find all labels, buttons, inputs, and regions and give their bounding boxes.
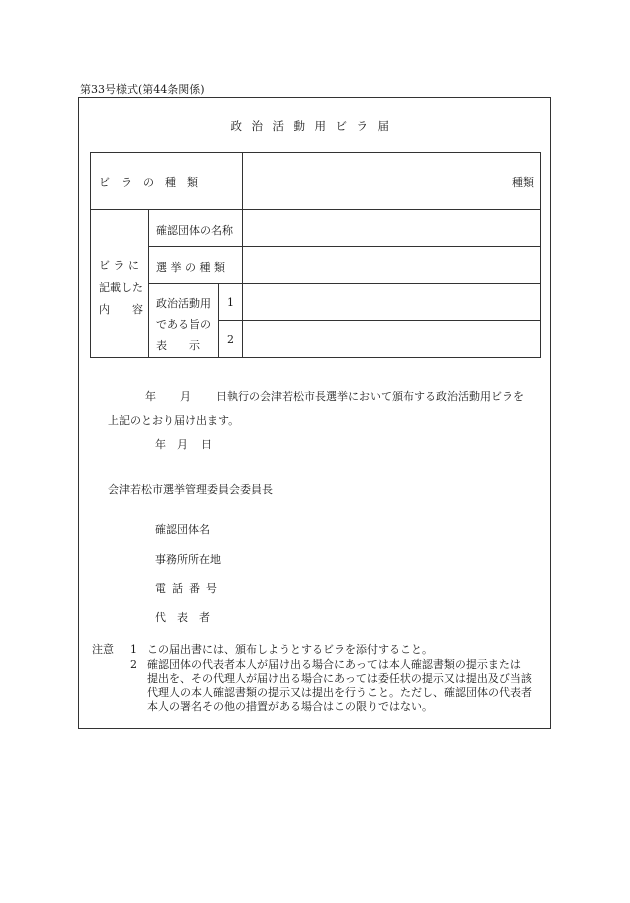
- note-1-text: この届出書には、頒布しようとするビラを添付すること。: [147, 643, 433, 656]
- applicant-representative-label: 代 表 者: [155, 611, 210, 624]
- notes-heading: 注意: [92, 643, 114, 656]
- addressee: 会津若松市選挙管理委員会委員長: [108, 483, 273, 496]
- date-day: 日: [201, 438, 212, 451]
- date-month: 月: [177, 438, 188, 451]
- note-2-line1: 確認団体の代表者本人が届け出る場合にあっては本人確認書類の提示または: [147, 658, 521, 671]
- note-1-number: 1: [130, 643, 137, 656]
- display-label-line2: である旨の: [156, 318, 211, 331]
- column-divider: [218, 283, 219, 357]
- org-name-label: 確認団体の名称: [156, 224, 233, 237]
- column-divider: [242, 209, 243, 357]
- flyer-table: [90, 152, 541, 358]
- note-2-line4: 本人の署名その他の措置がある場合はこの限りではない。: [147, 700, 433, 713]
- display-number-2: 2: [227, 333, 234, 346]
- statement-line2: 上記のとおり届け出ます。: [108, 414, 240, 427]
- display-number-1: 1: [227, 296, 234, 309]
- row-divider: [148, 246, 540, 247]
- form-title: 政治活動用ビラ届: [230, 119, 399, 133]
- row-divider: [91, 209, 540, 210]
- content-label-line3: 内 容: [99, 303, 143, 316]
- column-divider: [242, 153, 243, 209]
- row-divider: [148, 283, 540, 284]
- note-2-line2: 提出を、その代理人が届け出る場合にあっては委任状の提示又は提出及び当該: [147, 672, 532, 685]
- row-divider: [218, 320, 540, 321]
- content-label-line1: ビ ラ に: [99, 259, 139, 272]
- column-divider: [148, 209, 149, 357]
- statement-line1: 日執行の会津若松市長選挙において頒布する政治活動用ビラを: [216, 390, 524, 403]
- display-label-line1: 政治活動用: [156, 297, 211, 310]
- date-year: 年: [155, 438, 166, 451]
- election-kind-label: 選 挙 の 種 類: [156, 261, 225, 274]
- content-label-line2: 記載した: [99, 281, 143, 294]
- flyer-kind-value: 種類: [512, 176, 534, 189]
- statement-month: 月: [180, 390, 191, 403]
- note-2-number: 2: [130, 658, 137, 671]
- note-2-line3: 代理人の本人確認書類の提示又は提出を行うこと。ただし、確認団体の代表者: [147, 686, 532, 699]
- display-label-line3: 表 示: [156, 339, 200, 352]
- form-number: 第33号様式(第44条関係): [80, 83, 205, 96]
- applicant-phone-label: 電話番号: [155, 582, 223, 595]
- applicant-office-address-label: 事務所所在地: [155, 553, 221, 566]
- statement-year: 年: [145, 390, 156, 403]
- applicant-org-name-label: 確認団体名: [155, 523, 210, 536]
- flyer-kind-label: ビ ラ の 種 類: [99, 176, 198, 189]
